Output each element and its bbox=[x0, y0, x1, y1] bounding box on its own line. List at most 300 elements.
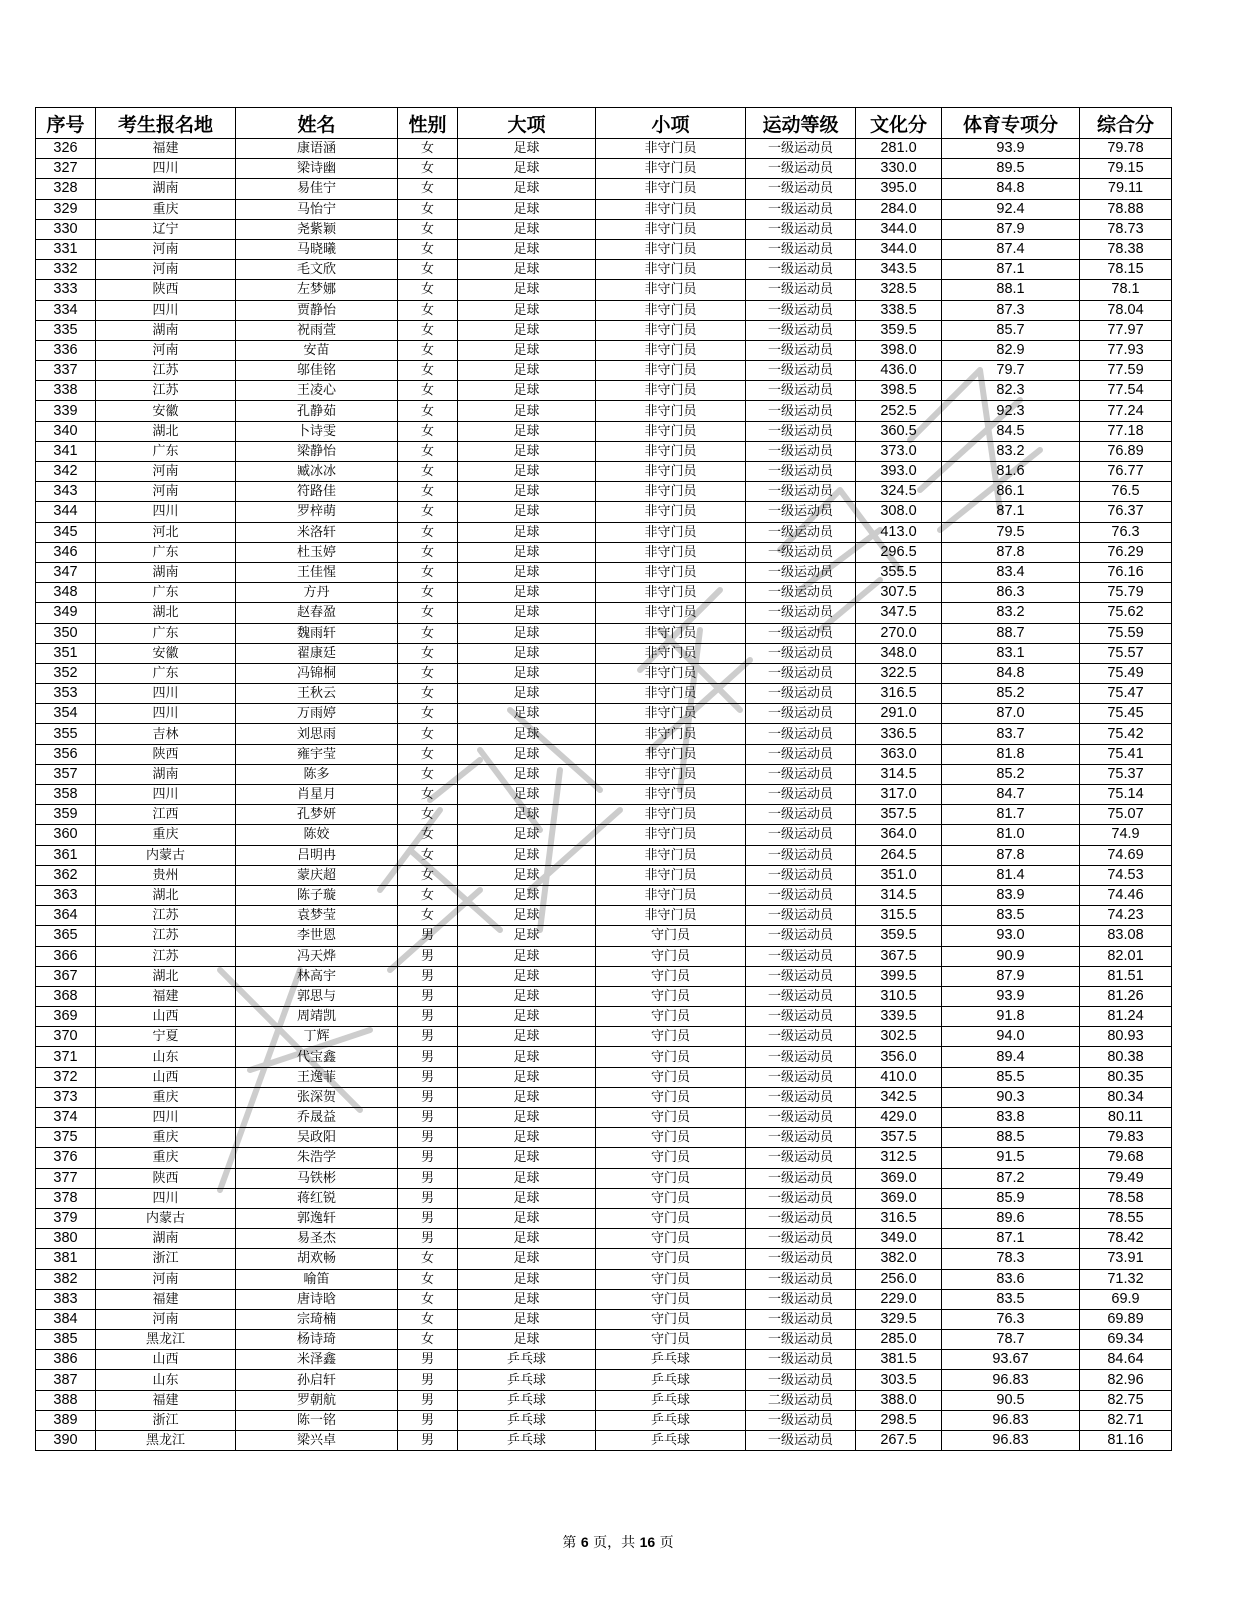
cell-region: 黑龙江 bbox=[96, 1431, 236, 1451]
table-row bbox=[36, 1410, 1172, 1430]
table-row bbox=[36, 219, 1172, 239]
cell-sport: 足球 bbox=[458, 280, 596, 300]
cell-culture-score: 398.5 bbox=[856, 381, 942, 401]
cell-total-score: 76.29 bbox=[1080, 542, 1172, 562]
cell-event: 非守门员 bbox=[596, 239, 746, 259]
cell-level: 一级运动员 bbox=[746, 663, 856, 683]
table-row bbox=[36, 1148, 1172, 1168]
cell-name: 张深贺 bbox=[236, 1087, 398, 1107]
cell-region: 湖南 bbox=[96, 764, 236, 784]
cell-index: 371 bbox=[36, 1047, 96, 1067]
cell-region: 山东 bbox=[96, 1047, 236, 1067]
table-row bbox=[36, 825, 1172, 845]
cell-level: 一级运动员 bbox=[746, 441, 856, 461]
cell-sport-score: 88.5 bbox=[942, 1128, 1080, 1148]
cell-event: 乒乓球 bbox=[596, 1350, 746, 1370]
cell-total-score: 69.89 bbox=[1080, 1309, 1172, 1329]
table-row bbox=[36, 663, 1172, 683]
cell-event: 守门员 bbox=[596, 1007, 746, 1027]
table-row bbox=[36, 421, 1172, 441]
cell-sport: 足球 bbox=[458, 663, 596, 683]
cell-gender: 女 bbox=[398, 159, 458, 179]
cell-gender: 女 bbox=[398, 239, 458, 259]
cell-event: 守门员 bbox=[596, 1330, 746, 1350]
cell-culture-score: 229.0 bbox=[856, 1289, 942, 1309]
cell-index: 338 bbox=[36, 381, 96, 401]
table-row bbox=[36, 926, 1172, 946]
cell-level: 二级运动员 bbox=[746, 1390, 856, 1410]
table-row bbox=[36, 522, 1172, 542]
cell-region: 山西 bbox=[96, 1067, 236, 1087]
cell-index: 346 bbox=[36, 542, 96, 562]
cell-sport-score: 93.9 bbox=[942, 139, 1080, 159]
cell-index: 374 bbox=[36, 1108, 96, 1128]
cell-sport: 足球 bbox=[458, 805, 596, 825]
cell-culture-score: 317.0 bbox=[856, 785, 942, 805]
header-total-score: 综合分 bbox=[1080, 108, 1172, 139]
cell-event: 非守门员 bbox=[596, 462, 746, 482]
cell-level: 一级运动员 bbox=[746, 361, 856, 381]
cell-level: 一级运动员 bbox=[746, 1148, 856, 1168]
cell-total-score: 77.93 bbox=[1080, 340, 1172, 360]
cell-gender: 女 bbox=[398, 906, 458, 926]
cell-name: 毛文欣 bbox=[236, 260, 398, 280]
cell-event: 非守门员 bbox=[596, 724, 746, 744]
table-row bbox=[36, 401, 1172, 421]
cell-culture-score: 315.5 bbox=[856, 906, 942, 926]
cell-event: 非守门员 bbox=[596, 280, 746, 300]
cell-culture-score: 399.5 bbox=[856, 966, 942, 986]
cell-culture-score: 393.0 bbox=[856, 462, 942, 482]
cell-total-score: 77.24 bbox=[1080, 401, 1172, 421]
footer-total-pages: 16 bbox=[639, 1534, 656, 1550]
cell-sport-score: 96.83 bbox=[942, 1370, 1080, 1390]
cell-name: 万雨婷 bbox=[236, 704, 398, 724]
cell-culture-score: 413.0 bbox=[856, 522, 942, 542]
cell-sport-score: 83.6 bbox=[942, 1269, 1080, 1289]
cell-region: 四川 bbox=[96, 704, 236, 724]
cell-sport: 乒乓球 bbox=[458, 1390, 596, 1410]
cell-event: 非守门员 bbox=[596, 482, 746, 502]
cell-culture-score: 436.0 bbox=[856, 361, 942, 381]
cell-name: 卜诗雯 bbox=[236, 421, 398, 441]
cell-region: 河南 bbox=[96, 239, 236, 259]
cell-index: 351 bbox=[36, 643, 96, 663]
cell-level: 一级运动员 bbox=[746, 885, 856, 905]
table-row bbox=[36, 845, 1172, 865]
cell-gender: 女 bbox=[398, 320, 458, 340]
cell-index: 377 bbox=[36, 1168, 96, 1188]
cell-level: 一级运动员 bbox=[746, 583, 856, 603]
cell-sport-score: 96.83 bbox=[942, 1431, 1080, 1451]
cell-name: 冯锦桐 bbox=[236, 663, 398, 683]
table-row bbox=[36, 1108, 1172, 1128]
cell-gender: 男 bbox=[398, 1431, 458, 1451]
cell-region: 福建 bbox=[96, 1390, 236, 1410]
cell-sport-score: 90.5 bbox=[942, 1390, 1080, 1410]
header-sport: 大项 bbox=[458, 108, 596, 139]
cell-sport: 足球 bbox=[458, 159, 596, 179]
cell-name: 米洛轩 bbox=[236, 522, 398, 542]
cell-name: 冯天烨 bbox=[236, 946, 398, 966]
cell-total-score: 74.9 bbox=[1080, 825, 1172, 845]
cell-gender: 男 bbox=[398, 1410, 458, 1430]
cell-level: 一级运动员 bbox=[746, 1128, 856, 1148]
cell-index: 380 bbox=[36, 1229, 96, 1249]
cell-sport-score: 86.3 bbox=[942, 583, 1080, 603]
cell-sport-score: 83.9 bbox=[942, 885, 1080, 905]
cell-gender: 女 bbox=[398, 684, 458, 704]
cell-event: 守门员 bbox=[596, 1148, 746, 1168]
table-row bbox=[36, 139, 1172, 159]
cell-sport: 足球 bbox=[458, 1007, 596, 1027]
cell-event: 守门员 bbox=[596, 1229, 746, 1249]
cell-total-score: 79.68 bbox=[1080, 1148, 1172, 1168]
cell-level: 一级运动员 bbox=[746, 623, 856, 643]
table-row bbox=[36, 1309, 1172, 1329]
cell-culture-score: 369.0 bbox=[856, 1168, 942, 1188]
cell-gender: 男 bbox=[398, 1128, 458, 1148]
cell-name: 丁辉 bbox=[236, 1027, 398, 1047]
table-row bbox=[36, 724, 1172, 744]
cell-culture-score: 281.0 bbox=[856, 139, 942, 159]
cell-region: 重庆 bbox=[96, 825, 236, 845]
cell-event: 非守门员 bbox=[596, 845, 746, 865]
cell-level: 一级运动员 bbox=[746, 1289, 856, 1309]
cell-sport-score: 84.7 bbox=[942, 785, 1080, 805]
cell-index: 370 bbox=[36, 1027, 96, 1047]
cell-total-score: 80.11 bbox=[1080, 1108, 1172, 1128]
cell-level: 一级运动员 bbox=[746, 1108, 856, 1128]
cell-level: 一级运动员 bbox=[746, 906, 856, 926]
cell-event: 非守门员 bbox=[596, 744, 746, 764]
table-row bbox=[36, 381, 1172, 401]
cell-name: 雍宇莹 bbox=[236, 744, 398, 764]
cell-sport-score: 88.7 bbox=[942, 623, 1080, 643]
cell-total-score: 80.35 bbox=[1080, 1067, 1172, 1087]
cell-sport-score: 83.5 bbox=[942, 906, 1080, 926]
cell-culture-score: 344.0 bbox=[856, 239, 942, 259]
cell-gender: 女 bbox=[398, 280, 458, 300]
cell-region: 吉林 bbox=[96, 724, 236, 744]
cell-culture-score: 256.0 bbox=[856, 1269, 942, 1289]
cell-region: 安徽 bbox=[96, 643, 236, 663]
cell-sport: 足球 bbox=[458, 522, 596, 542]
cell-level: 一级运动员 bbox=[746, 542, 856, 562]
cell-name: 郭思与 bbox=[236, 986, 398, 1006]
cell-sport: 足球 bbox=[458, 239, 596, 259]
cell-total-score: 75.41 bbox=[1080, 744, 1172, 764]
cell-level: 一级运动员 bbox=[746, 1410, 856, 1430]
cell-culture-score: 267.5 bbox=[856, 1431, 942, 1451]
cell-sport-score: 81.8 bbox=[942, 744, 1080, 764]
cell-index: 352 bbox=[36, 663, 96, 683]
cell-event: 非守门员 bbox=[596, 340, 746, 360]
cell-culture-score: 359.5 bbox=[856, 926, 942, 946]
cell-sport: 足球 bbox=[458, 562, 596, 582]
cell-total-score: 84.64 bbox=[1080, 1350, 1172, 1370]
cell-culture-score: 298.5 bbox=[856, 1410, 942, 1430]
cell-culture-score: 339.5 bbox=[856, 1007, 942, 1027]
cell-region: 福建 bbox=[96, 986, 236, 1006]
cell-gender: 女 bbox=[398, 1289, 458, 1309]
cell-gender: 男 bbox=[398, 1027, 458, 1047]
cell-name: 王逸菲 bbox=[236, 1067, 398, 1087]
cell-culture-score: 338.5 bbox=[856, 300, 942, 320]
cell-name: 王佳惺 bbox=[236, 562, 398, 582]
table-row bbox=[36, 1168, 1172, 1188]
cell-level: 一级运动员 bbox=[746, 300, 856, 320]
cell-culture-score: 330.0 bbox=[856, 159, 942, 179]
cell-sport-score: 84.8 bbox=[942, 179, 1080, 199]
cell-sport: 足球 bbox=[458, 1148, 596, 1168]
cell-sport-score: 78.7 bbox=[942, 1330, 1080, 1350]
cell-name: 方丹 bbox=[236, 583, 398, 603]
cell-sport: 足球 bbox=[458, 684, 596, 704]
table-row bbox=[36, 199, 1172, 219]
cell-region: 内蒙古 bbox=[96, 845, 236, 865]
cell-event: 非守门员 bbox=[596, 603, 746, 623]
cell-sport-score: 92.3 bbox=[942, 401, 1080, 421]
cell-index: 348 bbox=[36, 583, 96, 603]
cell-region: 湖北 bbox=[96, 885, 236, 905]
header-name: 姓名 bbox=[236, 108, 398, 139]
cell-culture-score: 252.5 bbox=[856, 401, 942, 421]
cell-index: 357 bbox=[36, 764, 96, 784]
cell-level: 一级运动员 bbox=[746, 482, 856, 502]
cell-region: 江苏 bbox=[96, 361, 236, 381]
cell-sport: 足球 bbox=[458, 139, 596, 159]
cell-event: 非守门员 bbox=[596, 663, 746, 683]
cell-level: 一级运动员 bbox=[746, 1330, 856, 1350]
cell-gender: 女 bbox=[398, 522, 458, 542]
cell-culture-score: 373.0 bbox=[856, 441, 942, 461]
cell-index: 353 bbox=[36, 684, 96, 704]
cell-event: 守门员 bbox=[596, 1108, 746, 1128]
cell-level: 一级运动员 bbox=[746, 239, 856, 259]
cell-level: 一级运动员 bbox=[746, 643, 856, 663]
cell-event: 非守门员 bbox=[596, 805, 746, 825]
cell-sport-score: 87.8 bbox=[942, 542, 1080, 562]
cell-name: 祝雨萱 bbox=[236, 320, 398, 340]
cell-gender: 女 bbox=[398, 361, 458, 381]
cell-gender: 女 bbox=[398, 744, 458, 764]
cell-region: 江苏 bbox=[96, 946, 236, 966]
cell-gender: 男 bbox=[398, 1208, 458, 1228]
cell-gender: 男 bbox=[398, 1390, 458, 1410]
table-row bbox=[36, 1269, 1172, 1289]
table-row bbox=[36, 462, 1172, 482]
cell-culture-score: 314.5 bbox=[856, 885, 942, 905]
cell-culture-score: 344.0 bbox=[856, 219, 942, 239]
cell-total-score: 77.59 bbox=[1080, 361, 1172, 381]
cell-sport-score: 83.2 bbox=[942, 603, 1080, 623]
cell-gender: 女 bbox=[398, 482, 458, 502]
cell-culture-score: 264.5 bbox=[856, 845, 942, 865]
cell-region: 湖南 bbox=[96, 320, 236, 340]
cell-region: 河南 bbox=[96, 340, 236, 360]
cell-region: 湖北 bbox=[96, 421, 236, 441]
cell-region: 湖南 bbox=[96, 562, 236, 582]
cell-sport-score: 81.7 bbox=[942, 805, 1080, 825]
cell-sport-score: 90.9 bbox=[942, 946, 1080, 966]
cell-total-score: 78.55 bbox=[1080, 1208, 1172, 1228]
cell-culture-score: 328.5 bbox=[856, 280, 942, 300]
cell-index: 382 bbox=[36, 1269, 96, 1289]
cell-culture-score: 322.5 bbox=[856, 663, 942, 683]
cell-gender: 女 bbox=[398, 643, 458, 663]
cell-level: 一级运动员 bbox=[746, 1431, 856, 1451]
cell-total-score: 76.5 bbox=[1080, 482, 1172, 502]
table-body bbox=[36, 139, 1172, 1451]
cell-sport-score: 87.1 bbox=[942, 502, 1080, 522]
cell-index: 367 bbox=[36, 966, 96, 986]
table-row bbox=[36, 502, 1172, 522]
cell-level: 一级运动员 bbox=[746, 986, 856, 1006]
cell-sport: 足球 bbox=[458, 1208, 596, 1228]
cell-name: 林高宇 bbox=[236, 966, 398, 986]
cell-total-score: 73.91 bbox=[1080, 1249, 1172, 1269]
table-row bbox=[36, 906, 1172, 926]
cell-sport: 足球 bbox=[458, 260, 596, 280]
cell-name: 罗梓萌 bbox=[236, 502, 398, 522]
cell-gender: 女 bbox=[398, 845, 458, 865]
cell-sport: 足球 bbox=[458, 845, 596, 865]
cell-sport-score: 87.4 bbox=[942, 239, 1080, 259]
cell-sport-score: 83.1 bbox=[942, 643, 1080, 663]
cell-level: 一级运动员 bbox=[746, 280, 856, 300]
cell-event: 乒乓球 bbox=[596, 1370, 746, 1390]
cell-sport-score: 92.4 bbox=[942, 199, 1080, 219]
cell-name: 臧冰冰 bbox=[236, 462, 398, 482]
cell-gender: 女 bbox=[398, 421, 458, 441]
cell-event: 非守门员 bbox=[596, 583, 746, 603]
cell-culture-score: 388.0 bbox=[856, 1390, 942, 1410]
cell-gender: 男 bbox=[398, 1108, 458, 1128]
cell-name: 王凌心 bbox=[236, 381, 398, 401]
cell-sport: 乒乓球 bbox=[458, 1350, 596, 1370]
cell-culture-score: 382.0 bbox=[856, 1249, 942, 1269]
cell-region: 四川 bbox=[96, 1188, 236, 1208]
cell-name: 梁诗幽 bbox=[236, 159, 398, 179]
cell-sport: 足球 bbox=[458, 724, 596, 744]
cell-level: 一级运动员 bbox=[746, 1047, 856, 1067]
header-gender: 性别 bbox=[398, 108, 458, 139]
cell-index: 355 bbox=[36, 724, 96, 744]
cell-gender: 女 bbox=[398, 502, 458, 522]
cell-event: 非守门员 bbox=[596, 885, 746, 905]
cell-total-score: 74.23 bbox=[1080, 906, 1172, 926]
cell-level: 一级运动员 bbox=[746, 1229, 856, 1249]
cell-region: 内蒙古 bbox=[96, 1208, 236, 1228]
cell-region: 湖北 bbox=[96, 603, 236, 623]
cell-sport: 足球 bbox=[458, 966, 596, 986]
cell-name: 米泽鑫 bbox=[236, 1350, 398, 1370]
table-row bbox=[36, 1188, 1172, 1208]
cell-level: 一级运动员 bbox=[746, 219, 856, 239]
cell-culture-score: 342.5 bbox=[856, 1087, 942, 1107]
table-row bbox=[36, 542, 1172, 562]
cell-sport-score: 86.1 bbox=[942, 482, 1080, 502]
cell-gender: 男 bbox=[398, 1350, 458, 1370]
cell-sport: 足球 bbox=[458, 1229, 596, 1249]
cell-sport-score: 94.0 bbox=[942, 1027, 1080, 1047]
cell-sport: 足球 bbox=[458, 482, 596, 502]
table-row bbox=[36, 1087, 1172, 1107]
cell-culture-score: 285.0 bbox=[856, 1330, 942, 1350]
cell-sport-score: 76.3 bbox=[942, 1309, 1080, 1329]
cell-sport-score: 78.3 bbox=[942, 1249, 1080, 1269]
table-row bbox=[36, 159, 1172, 179]
cell-event: 非守门员 bbox=[596, 179, 746, 199]
footer-page-number: 6 bbox=[580, 1534, 589, 1550]
cell-region: 福建 bbox=[96, 1289, 236, 1309]
cell-index: 331 bbox=[36, 239, 96, 259]
cell-sport: 足球 bbox=[458, 421, 596, 441]
cell-sport-score: 84.5 bbox=[942, 421, 1080, 441]
table-row bbox=[36, 179, 1172, 199]
cell-event: 守门员 bbox=[596, 1269, 746, 1289]
cell-region: 四川 bbox=[96, 159, 236, 179]
cell-event: 守门员 bbox=[596, 1067, 746, 1087]
cell-index: 347 bbox=[36, 562, 96, 582]
cell-name: 吴政阳 bbox=[236, 1128, 398, 1148]
cell-name: 乔晟益 bbox=[236, 1108, 398, 1128]
cell-sport-score: 83.8 bbox=[942, 1108, 1080, 1128]
cell-sport-score: 91.5 bbox=[942, 1148, 1080, 1168]
cell-name: 尧紫颖 bbox=[236, 219, 398, 239]
cell-region: 广东 bbox=[96, 623, 236, 643]
cell-culture-score: 360.5 bbox=[856, 421, 942, 441]
cell-name: 蒙庆超 bbox=[236, 865, 398, 885]
cell-culture-score: 349.0 bbox=[856, 1229, 942, 1249]
cell-culture-score: 307.5 bbox=[856, 583, 942, 603]
cell-level: 一级运动员 bbox=[746, 1269, 856, 1289]
cell-gender: 女 bbox=[398, 704, 458, 724]
cell-total-score: 79.78 bbox=[1080, 139, 1172, 159]
cell-level: 一级运动员 bbox=[746, 825, 856, 845]
table-row bbox=[36, 1350, 1172, 1370]
cell-gender: 男 bbox=[398, 1148, 458, 1168]
cell-total-score: 75.47 bbox=[1080, 684, 1172, 704]
cell-culture-score: 359.5 bbox=[856, 320, 942, 340]
cell-total-score: 78.88 bbox=[1080, 199, 1172, 219]
cell-sport: 足球 bbox=[458, 885, 596, 905]
table-row bbox=[36, 260, 1172, 280]
cell-gender: 男 bbox=[398, 1168, 458, 1188]
cell-name: 杜玉婷 bbox=[236, 542, 398, 562]
cell-sport: 足球 bbox=[458, 219, 596, 239]
cell-culture-score: 363.0 bbox=[856, 744, 942, 764]
cell-name: 杨诗琦 bbox=[236, 1330, 398, 1350]
cell-gender: 女 bbox=[398, 340, 458, 360]
cell-name: 梁静怡 bbox=[236, 441, 398, 461]
table-row bbox=[36, 805, 1172, 825]
cell-level: 一级运动员 bbox=[746, 159, 856, 179]
cell-culture-score: 284.0 bbox=[856, 199, 942, 219]
cell-index: 383 bbox=[36, 1289, 96, 1309]
cell-sport: 足球 bbox=[458, 744, 596, 764]
cell-level: 一级运动员 bbox=[746, 340, 856, 360]
cell-culture-score: 303.5 bbox=[856, 1370, 942, 1390]
cell-index: 369 bbox=[36, 1007, 96, 1027]
cell-name: 代宝鑫 bbox=[236, 1047, 398, 1067]
cell-total-score: 81.16 bbox=[1080, 1431, 1172, 1451]
cell-total-score: 75.45 bbox=[1080, 704, 1172, 724]
cell-event: 非守门员 bbox=[596, 643, 746, 663]
cell-sport: 足球 bbox=[458, 643, 596, 663]
cell-sport-score: 79.5 bbox=[942, 522, 1080, 542]
